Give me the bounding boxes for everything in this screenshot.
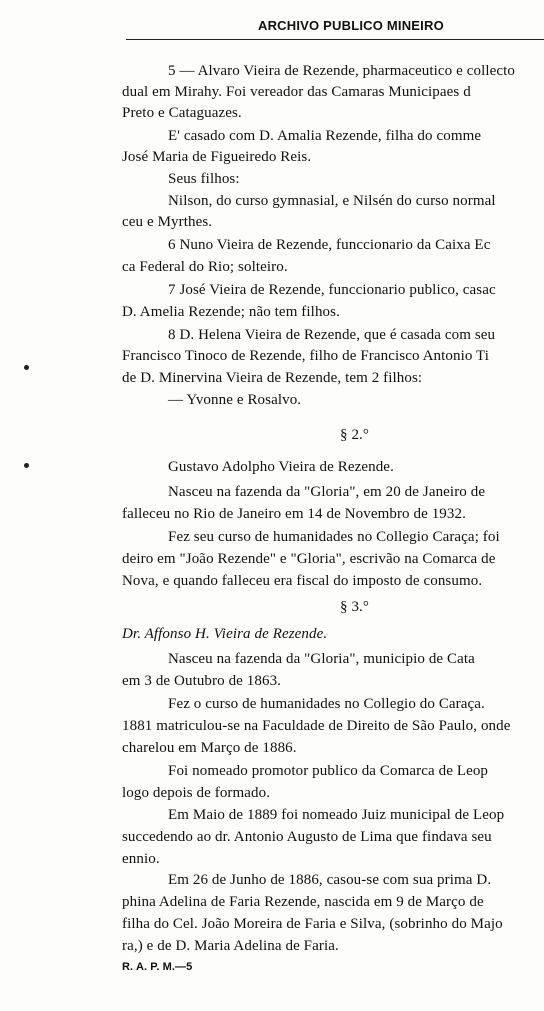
text-line: Fez seu curso de humanidades no Collegio Caraça; foi bbox=[168, 529, 500, 545]
text-line: D. Amelia Rezende; não tem filhos. bbox=[122, 304, 340, 320]
text-line: filha do Cel. João Moreira de Faria e Silva, (sobrinho do Majo bbox=[122, 916, 503, 932]
text-line: Nasceu na fazenda da "Gloria", municipio de Cata bbox=[168, 651, 475, 667]
text-line: E' casado com D. Amalia Rezende, filha do comme bbox=[168, 128, 482, 144]
header-rule bbox=[126, 39, 544, 40]
text-line: 1881 matriculou-se na Faculdade de Direito de São Paulo, onde bbox=[122, 718, 511, 734]
text-line: de D. Minervina Vieira de Rezende, tem 2 filhos: bbox=[122, 370, 423, 386]
text-line: ceu e Myrthes. bbox=[122, 214, 213, 230]
page-footer-mark: R. A. P. M.—5 bbox=[122, 961, 193, 973]
text-line: em 3 de Outubro de 1863. bbox=[122, 673, 282, 689]
text-line: Em 26 de Junho de 1886, casou-se com sua prima D. bbox=[168, 872, 492, 888]
margin-dot bbox=[24, 365, 29, 370]
text-line: José Maria de Figueiredo Reis. bbox=[122, 149, 312, 165]
text-line: § 2.° bbox=[340, 427, 369, 443]
text-line: ca Federal do Rio; solteiro. bbox=[122, 259, 288, 275]
text-line: 8 D. Helena Vieira de Rezende, que é casada com seu bbox=[168, 327, 496, 343]
text-line: 7 José Vieira de Rezende, funccionario publico, casac bbox=[168, 282, 496, 298]
text-line: Preto e Cataguazes. bbox=[122, 105, 242, 121]
text-line: 5 — Alvaro Vieira de Rezende, pharmaceutico e collecto bbox=[168, 63, 515, 79]
text-line: Nova, e quando falleceu era fiscal do imposto de consumo. bbox=[122, 573, 483, 589]
text-line: Dr. Affonso H. Vieira de Rezende. bbox=[122, 626, 328, 642]
text-line: 6 Nuno Vieira de Rezende, funccionario da Caixa Ec bbox=[168, 237, 491, 253]
text-line: Foi nomeado promotor publico da Comarca de Leop bbox=[168, 763, 489, 779]
text-line: logo depois de formado. bbox=[122, 785, 271, 801]
text-line: phina Adelina de Faria Rezende, nascida em 9 de Março de bbox=[122, 894, 484, 910]
text-line: ra,) e de D. Maria Adelina de Faria. bbox=[122, 938, 339, 954]
text-line: charelou em Março de 1886. bbox=[122, 740, 297, 756]
text-line: dual em Mirahy. Foi vereador das Camaras Municipaes d bbox=[122, 84, 471, 100]
text-line: Em Maio de 1889 foi nomeado Juiz municipal de Leop bbox=[168, 807, 505, 823]
text-line: Gustavo Adolpho Vieira de Rezende. bbox=[168, 459, 394, 475]
text-line: deiro em "João Rezende" e "Gloria", escrivão na Comarca de bbox=[122, 551, 496, 567]
margin-dot bbox=[24, 463, 29, 468]
text-line: Nasceu na fazenda da "Gloria", em 20 de Janeiro de bbox=[168, 484, 486, 500]
text-line: Seus filhos: bbox=[168, 171, 240, 187]
text-line: Fez o curso de humanidades no Collegio do Caraça. bbox=[168, 696, 485, 712]
text-line: ennio. bbox=[122, 851, 160, 867]
running-header: ARCHIVO PUBLICO MINEIRO bbox=[258, 18, 444, 33]
text-line: falleceu no Rio de Janeiro em 14 de Novembro de 1932. bbox=[122, 506, 466, 522]
text-line: Nilson, do curso gymnasial, e Nilsén do curso normal bbox=[168, 193, 496, 209]
text-line: — Yvonne e Rosalvo. bbox=[168, 392, 302, 408]
text-line: succedendo ao dr. Antonio Augusto de Lima que findava seu bbox=[122, 829, 492, 845]
text-line: Francisco Tinoco de Rezende, filho de Francisco Antonio Ti bbox=[122, 348, 490, 364]
text-line: § 3.° bbox=[340, 599, 369, 615]
